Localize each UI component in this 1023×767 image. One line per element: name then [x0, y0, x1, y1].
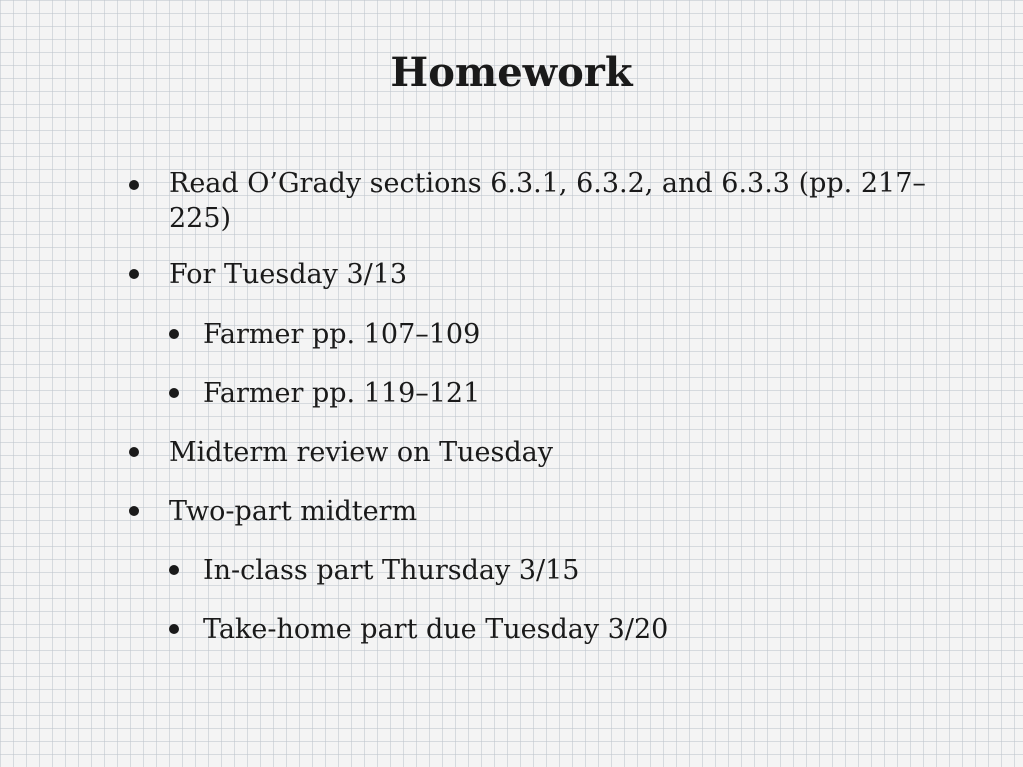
bullet-icon [129, 269, 139, 279]
bullet-text: Midterm review on Tuesday [169, 437, 554, 468]
sub-bullet-icon [169, 329, 179, 339]
bullet-text: For Tuesday 3/13 [169, 259, 408, 290]
sub-bullet-icon [169, 565, 179, 575]
sub-bullet-icon [169, 388, 179, 398]
sub-bullet-text: Take-home part due Tuesday 3/20 [203, 614, 669, 645]
bullet-text: Two-part midterm [169, 496, 418, 527]
slide-title: Homework [390, 49, 633, 96]
sub-bullet-text: In-class part Thursday 3/15 [203, 555, 580, 586]
bullet-text: Read O’Grady sections 6.3.1, 6.3.2, and 6.3.3 (pp. 217–225) [169, 168, 926, 234]
bullet-icon [129, 180, 139, 190]
sub-bullet-icon [169, 624, 179, 634]
sub-bullet-text: Farmer pp. 107–109 [203, 319, 481, 350]
bullet-icon [129, 447, 139, 457]
sub-bullet-text: Farmer pp. 119–121 [203, 378, 481, 409]
bullet-icon [129, 506, 139, 516]
